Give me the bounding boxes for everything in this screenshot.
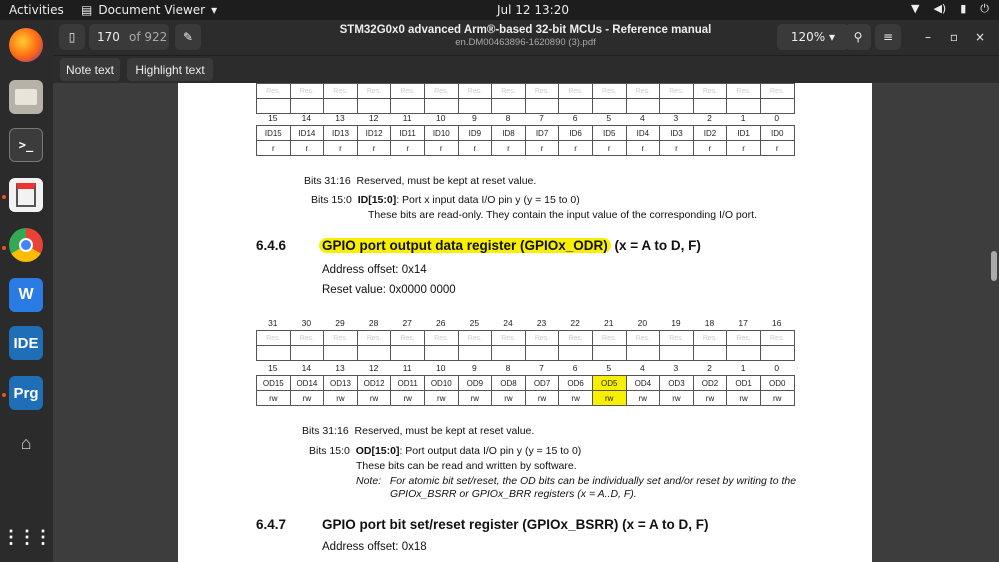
files-icon[interactable] [9, 80, 43, 114]
register-cell: rw [324, 391, 358, 406]
register-cell: r [290, 141, 324, 156]
register-cell: rw [727, 391, 761, 406]
register-cell: r [626, 141, 660, 156]
chevron-down-icon: ▾ [829, 30, 836, 44]
sidebar-icon: ▯ [68, 30, 76, 44]
bit-number: 10 [436, 363, 446, 373]
empty-cell [424, 346, 458, 361]
reserved-cell: Res. [559, 84, 593, 99]
empty-cell [592, 346, 626, 361]
empty-cell [324, 346, 358, 361]
register-cell: ID8 [492, 126, 526, 141]
odr-bits-15-0: Bits 15:0 OD[15:0]: Port output data I/O pin y (y = 15 to 0) [309, 445, 582, 457]
empty-cell [357, 346, 391, 361]
register-cell: ID5 [592, 126, 626, 141]
idr-fields-row [257, 126, 795, 141]
register-cell: r [357, 141, 391, 156]
bit-number: 24 [503, 318, 513, 328]
register-cell: rw [357, 391, 391, 406]
top-bar [0, 0, 999, 20]
register-cell: OD15 [257, 376, 291, 391]
empty-cell [290, 99, 324, 114]
bit-number: 17 [738, 318, 748, 328]
reserved-cell: Res. [660, 331, 694, 346]
running-indicator [2, 195, 6, 199]
bit-number: 11 [402, 363, 412, 373]
bit-number: 15 [268, 363, 278, 373]
bit-number: 16 [771, 318, 782, 328]
register-cell: r [760, 141, 794, 156]
register-cell: r [727, 141, 761, 156]
bit-number: 7 [539, 113, 544, 123]
register-cell: r [592, 141, 626, 156]
bit-number: 3 [673, 113, 679, 123]
empty-cell [391, 346, 425, 361]
odr-reset-value: Reset value: 0x0000 0000 [322, 284, 456, 296]
odr-access-row [257, 391, 795, 406]
register-cell: ID6 [559, 126, 593, 141]
dock [0, 20, 53, 562]
bit-number: 27 [402, 318, 412, 328]
bit-number: 0 [774, 113, 780, 123]
register-cell: OD0 [760, 376, 794, 391]
reserved-cell: Res. [727, 331, 761, 346]
bit-number: 1 [740, 113, 746, 123]
register-cell: rw [693, 391, 727, 406]
sidebar-toggle-button[interactable] [59, 24, 85, 50]
reserved-cell: Res. [525, 331, 559, 346]
register-cell: r [525, 141, 559, 156]
empty-cell [693, 99, 727, 114]
idr-bit-numbers [256, 113, 794, 123]
empty-cell [727, 99, 761, 114]
register-cell: OD14 [290, 376, 324, 391]
bit-number: 8 [505, 363, 511, 373]
reserved-access-row [257, 99, 795, 114]
bit-number: 31 [268, 318, 278, 328]
reserved-cell: Res. [559, 331, 593, 346]
chevron-down-icon: ▾ [211, 3, 218, 17]
running-indicator [2, 246, 6, 250]
register-cell: OD2 [693, 376, 727, 391]
reserved-cell: Res. [424, 331, 458, 346]
bit-number: 18 [704, 318, 715, 328]
idr-access-row [257, 141, 795, 156]
bit-number: 10 [436, 113, 446, 123]
document-title: STM32G0x0 advanced Arm®-based 32-bit MCUs - Reference manual [339, 24, 712, 36]
bit-number: 19 [671, 318, 681, 328]
search-button[interactable] [845, 24, 871, 50]
app-name: Document Viewer [98, 3, 206, 17]
document-filename: en.DM00463896-1620890 (3).pdf [455, 37, 596, 48]
register-cell: ID14 [290, 126, 324, 141]
bit-number: 12 [368, 363, 379, 373]
reserved-fields-row [257, 84, 795, 99]
text-highlight[interactable]: GPIO port output data register (GPIOx_ODR) [319, 238, 611, 253]
empty-cell [391, 99, 425, 114]
register-cell: rw [592, 391, 626, 406]
stm32cubeprogrammer-icon[interactable]: Prg [9, 376, 43, 410]
empty-cell [760, 346, 794, 361]
reserved-cell: Res. [525, 84, 559, 99]
section-title-647: GPIO port bit set/reset register (GPIOx_BSRR) (x = A to D, F) [322, 517, 709, 532]
bit-number: 30 [301, 318, 312, 328]
bsrr-address-offset: Address offset: 0x18 [322, 541, 427, 553]
register-cell: r [257, 141, 291, 156]
section-number-646: 6.4.6 [256, 238, 287, 253]
bit-number: 20 [637, 318, 648, 328]
register-cell: OD5 [592, 376, 626, 391]
register-cell: OD6 [559, 376, 593, 391]
empty-cell [626, 346, 660, 361]
odr-register-table [256, 375, 795, 406]
reserved-cell: Res. [492, 331, 526, 346]
bit-number: 1 [740, 363, 746, 373]
firefox-icon[interactable] [9, 28, 43, 62]
empty-cell [492, 99, 526, 114]
register-cell: rw [760, 391, 794, 406]
bit-number: 11 [402, 113, 412, 123]
reserved-cell: Res. [592, 331, 626, 346]
empty-cell [760, 99, 794, 114]
minimize-icon: – [925, 30, 931, 44]
reserved-cell: Res. [727, 84, 761, 99]
restore-icon: ▫ [949, 30, 959, 44]
register-cell: rw [626, 391, 660, 406]
battery-icon: ▮ [960, 2, 967, 15]
show-apps-icon[interactable]: ⋮⋮⋮ [2, 526, 50, 547]
register-cell: rw [290, 391, 324, 406]
reserved-cell: Res. [760, 331, 794, 346]
search-icon: ⚲ [853, 30, 863, 44]
odr-bit-numbers-low [256, 363, 794, 373]
empty-cell [592, 99, 626, 114]
wifi-icon: ▼ [911, 2, 920, 15]
header-bar [53, 20, 999, 56]
reserved-cell: Res. [424, 84, 458, 99]
register-cell: ID11 [391, 126, 425, 141]
register-cell: OD1 [727, 376, 761, 391]
empty-cell [693, 346, 727, 361]
register-cell: OD9 [458, 376, 492, 391]
zoom-select[interactable] [777, 24, 849, 50]
register-cell: r [458, 141, 492, 156]
pencil-icon: ✎ [182, 30, 194, 44]
page-field[interactable] [89, 24, 169, 50]
register-cell: OD10 [424, 376, 458, 391]
reserved-cell: Res. [290, 331, 324, 346]
empty-cell [660, 99, 694, 114]
empty-cell [727, 346, 761, 361]
empty-cell [525, 99, 559, 114]
empty-cell [458, 99, 492, 114]
empty-cell [257, 346, 291, 361]
reserved-cell: Res. [324, 84, 358, 99]
register-cell: ID4 [626, 126, 660, 141]
idr-register-table [256, 125, 795, 156]
reserved-cell: Res. [693, 84, 727, 99]
bit-number: 15 [268, 113, 278, 123]
window-title [303, 24, 748, 48]
odr-description: These bits can be read and written by software. [356, 460, 577, 472]
bit-number: 13 [335, 363, 345, 373]
empty-cell [626, 99, 660, 114]
idr-description: These bits are read-only. They contain the input value of the corresponding I/O port. [368, 209, 757, 221]
document-viewer-icon: ▤ [81, 3, 93, 17]
idr-bits-15-0: Bits 15:0 ID[15:0]: Port x input data I/O pin y (y = 15 to 0) [311, 194, 580, 206]
bit-number: 28 [368, 318, 379, 328]
bit-number: 4 [639, 363, 645, 373]
activities-button[interactable]: Activities [9, 3, 64, 17]
reserved-cell: Res. [693, 331, 727, 346]
bit-number: 8 [505, 113, 511, 123]
bit-number: 9 [471, 113, 477, 123]
close-icon: × [974, 30, 986, 44]
reserved-cell: Res. [391, 84, 425, 99]
maximize-button[interactable] [943, 24, 965, 50]
register-cell: rw [391, 391, 425, 406]
reserved-cell: Res. [257, 84, 291, 99]
bit-number: 26 [436, 318, 446, 328]
odr-note: Note: For atomic bit set/reset, the OD bits can be individually set and/or reset by writing to the [356, 475, 797, 487]
app-menu[interactable] [81, 3, 217, 17]
empty-cell [492, 346, 526, 361]
register-cell: ID2 [693, 126, 727, 141]
section-number-647: 6.4.7 [256, 517, 287, 532]
reserved-cell: Res. [357, 84, 391, 99]
register-cell: OD8 [492, 376, 526, 391]
odr-reserved-row [257, 331, 795, 346]
register-cell: OD4 [626, 376, 660, 391]
section-title-646: GPIO port output data register (GPIOx_ODR) (x = A to D, F) [319, 238, 701, 253]
system-tray[interactable] [911, 2, 989, 16]
register-cell: r [391, 141, 425, 156]
reserved-cell: Res. [324, 331, 358, 346]
odr-reserved-access-row [257, 346, 795, 361]
idr-bits-31-16: Bits 31:16 Reserved, must be kept at reset value. [304, 175, 537, 187]
register-cell: r [660, 141, 694, 156]
clock[interactable]: Jul 12 13:20 [497, 3, 569, 17]
highlight-text-button[interactable]: Highlight text [127, 58, 213, 81]
empty-cell [559, 346, 593, 361]
reserved-cell: Res. [391, 331, 425, 346]
chrome-icon[interactable] [9, 228, 43, 262]
wps-office-icon[interactable]: W [9, 278, 43, 312]
hamburger-icon: ≡ [882, 30, 894, 44]
page-current[interactable]: 170 [97, 30, 120, 44]
register-cell: ID0 [760, 126, 794, 141]
empty-cell [324, 99, 358, 114]
register-cell: OD7 [525, 376, 559, 391]
register-cell: ID7 [525, 126, 559, 141]
pdf-page [178, 83, 872, 562]
odr-fields-row [257, 376, 795, 391]
bit-number: 29 [335, 318, 345, 328]
register-cell: ID1 [727, 126, 761, 141]
power-icon: ⏻ [980, 2, 989, 15]
bit-number: 7 [539, 363, 544, 373]
document-viewer-dock-icon[interactable] [9, 178, 43, 212]
reserved-cell: Res. [626, 84, 660, 99]
odr-bit-numbers-high [256, 318, 794, 328]
register-cell: OD11 [391, 376, 425, 391]
register-cell: ID12 [357, 126, 391, 141]
register-cell: ID15 [257, 126, 291, 141]
reserved-cell: Res. [626, 331, 660, 346]
register-cell: rw [559, 391, 593, 406]
reserved-cell: Res. [257, 331, 291, 346]
odr-bits-31-16: Bits 31:16 Reserved, must be kept at reset value. [302, 425, 535, 437]
vertical-scrollbar[interactable] [991, 251, 997, 281]
register-cell: OD13 [324, 376, 358, 391]
empty-cell [458, 346, 492, 361]
page-total: of 922 [129, 30, 168, 44]
bit-number: 14 [301, 113, 312, 123]
odr-address-offset: Address offset: 0x14 [322, 264, 427, 276]
empty-cell [525, 346, 559, 361]
zoom-level: 120% [790, 30, 826, 44]
reserved-cell: Res. [458, 84, 492, 99]
reserved-cell: Res. [492, 84, 526, 99]
volume-icon: ◀) [933, 2, 947, 15]
bit-number: 12 [368, 113, 379, 123]
reserved-cell: Res. [458, 331, 492, 346]
empty-cell [257, 99, 291, 114]
bit-number: 13 [335, 113, 345, 123]
register-cell: rw [525, 391, 559, 406]
register-cell: r [324, 141, 358, 156]
register-cell: ID9 [458, 126, 492, 141]
bit-number: 23 [536, 318, 547, 328]
register-cell: rw [424, 391, 458, 406]
bit-number: 4 [639, 113, 645, 123]
reserved-cell: Res. [592, 84, 626, 99]
bit-number: 25 [469, 318, 480, 328]
register-cell: rw [257, 391, 291, 406]
bit-number: 2 [707, 113, 712, 123]
register-cell: ID10 [424, 126, 458, 141]
register-cell: ID13 [324, 126, 358, 141]
register-cell: r [424, 141, 458, 156]
annotate-button[interactable] [175, 24, 201, 50]
bit-number: 22 [570, 318, 580, 328]
register-cell: rw [492, 391, 526, 406]
usb-drive-icon[interactable]: ⌂ [20, 432, 32, 453]
register-cell: rw [458, 391, 492, 406]
register-cell: ID3 [660, 126, 694, 141]
bit-number: 14 [301, 363, 312, 373]
bit-number: 3 [673, 363, 679, 373]
bit-number: 0 [774, 363, 780, 373]
register-cell: r [693, 141, 727, 156]
empty-cell [357, 99, 391, 114]
minimize-button[interactable] [917, 24, 939, 50]
reserved-cell: Res. [357, 331, 391, 346]
empty-cell [290, 346, 324, 361]
register-cell: rw [660, 391, 694, 406]
odr-note-line2: GPIOx_BSRR or GPIOx_BRR registers (x = A..D, F). [390, 488, 637, 500]
empty-cell [559, 99, 593, 114]
reserved-cell: Res. [290, 84, 324, 99]
register-cell: r [492, 141, 526, 156]
bit-number: 9 [471, 363, 477, 373]
register-cell: r [559, 141, 593, 156]
bit-number: 5 [606, 363, 612, 373]
bit-number: 21 [604, 318, 614, 328]
register-cell: OD3 [660, 376, 694, 391]
empty-cell [660, 346, 694, 361]
annotation-toolbar [53, 56, 999, 83]
reserved-cell: Res. [760, 84, 794, 99]
reserved-cell: Res. [660, 84, 694, 99]
bit-number: 2 [707, 363, 712, 373]
running-indicator [2, 393, 6, 397]
stm32cubeide-icon[interactable]: IDE [9, 326, 43, 360]
terminal-icon[interactable]: >_ [9, 128, 43, 162]
close-button[interactable] [969, 24, 991, 50]
bit-number: 5 [606, 113, 612, 123]
document-viewport[interactable] [53, 83, 999, 562]
bit-number: 6 [572, 113, 578, 123]
bit-number: 6 [572, 363, 578, 373]
idr-reserved-row [256, 83, 795, 114]
empty-cell [424, 99, 458, 114]
note-text-button[interactable]: Note text [60, 58, 120, 81]
menu-button[interactable] [875, 24, 901, 50]
register-cell: OD12 [357, 376, 391, 391]
odr-reserved-table [256, 330, 795, 361]
